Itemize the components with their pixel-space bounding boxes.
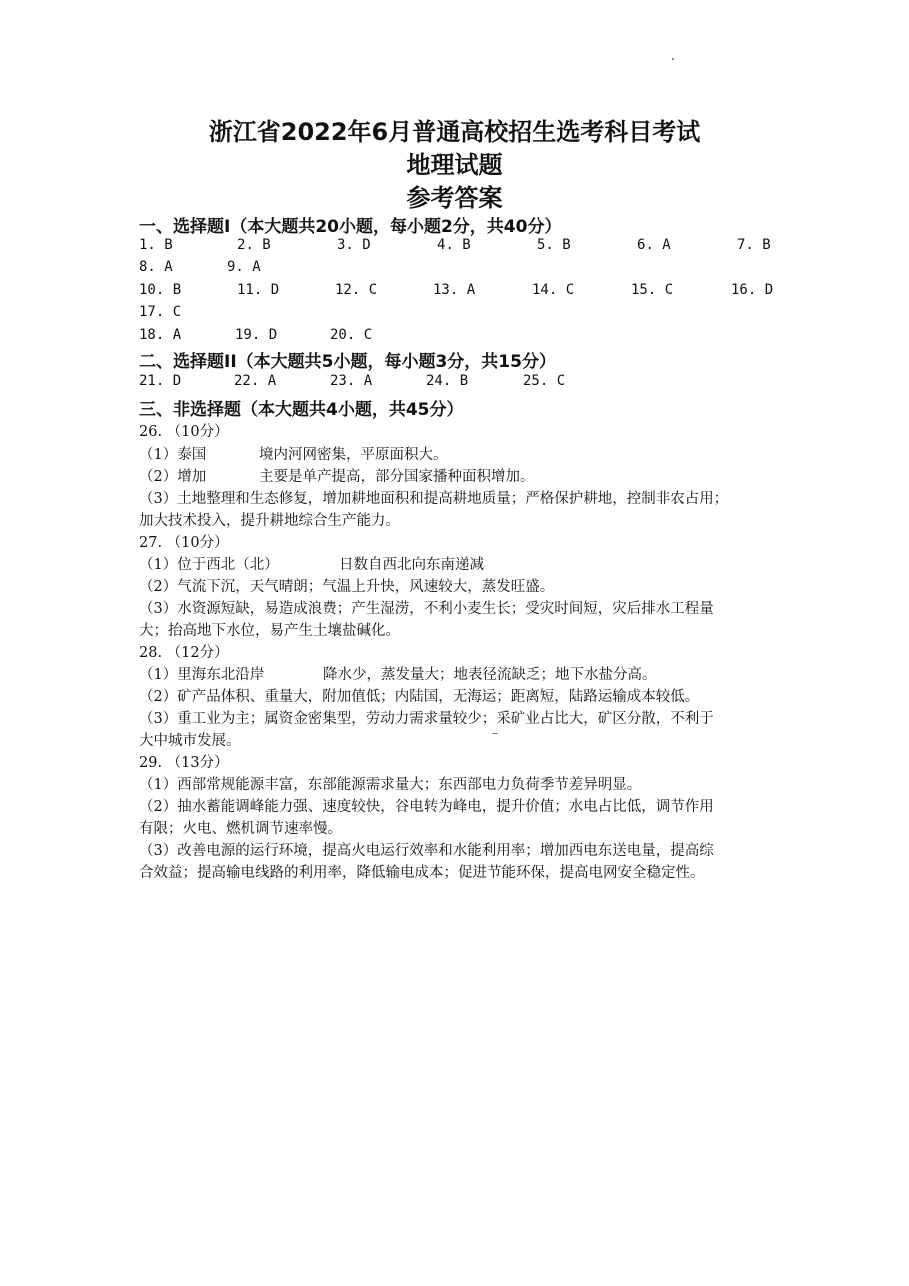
q28-part2: （2）矿产品体积、重量大，附加值低；内陆国，无海运；距离短，陆路运输成本较低。: [139, 689, 700, 705]
exam-title: 浙江省2022年6月普通高校招生选考科目考试: [208, 118, 701, 146]
answer-18: 18. A: [139, 327, 182, 343]
q26-part2-text: 主要是单产提高，部分国家播种面积增加。: [259, 469, 535, 485]
q27-part3-line2: 大；抬高地下水位，易产生土壤盐碱化。: [139, 623, 400, 639]
q26-part2-label: （2）增加: [139, 469, 207, 485]
q29-part2-line2: 有限；火电、燃机调节速率慢。: [139, 821, 342, 837]
q29-part3-line1: （3）改善电源的运行环境，提高火电运行效率和水能利用率；增加西电东送电量，提高综: [139, 843, 714, 859]
answer-19: 19. D: [235, 327, 278, 343]
answer-11: 11. D: [237, 282, 280, 298]
q27-part1-label: （1）位于西北（北）: [139, 557, 279, 573]
answer-23: 23. A: [330, 373, 373, 389]
answer-key-title: 参考答案: [406, 184, 503, 212]
answer-3: 3. D: [337, 237, 371, 253]
answer-21: 21. D: [139, 373, 182, 389]
page-speck: [672, 58, 674, 60]
q28-part1-label: （1）里海东北沿岸: [139, 667, 265, 683]
answer-7: 7. B: [737, 237, 771, 253]
q27-part2: （2）气流下沉，天气晴朗；气温上升快，风速较大，蒸发旺盛。: [139, 579, 555, 595]
q26-part3-line1: （3）土地整理和生态修复，增加耕地面积和提高耕地质量；严格保护耕地，控制非农占用；: [139, 491, 729, 507]
q29-part3-line2: 合效益；提高输电线路的利用率，降低输电成本；促进节能环保，提高电网安全稳定性。: [139, 865, 705, 881]
q28-part1-text: 降水少，蒸发量大；地表径流缺乏；地下水盐分高。: [323, 667, 657, 683]
answer-16: 16. D: [731, 282, 774, 298]
q26-part1-label: （1）泰国: [139, 447, 207, 463]
answer-4: 4. B: [437, 237, 471, 253]
section2-heading: 二、选择题II（本大题共5小题，每小题3分，共15分）: [139, 352, 556, 372]
q29-part2-line1: （2）抽水蓄能调峰能力强、速度较快，谷电转为峰电，提升价值；水电占比低，调节作用: [139, 799, 714, 815]
stray-mark: [492, 733, 498, 734]
q29-part1: （1）西部常规能源丰富，东部能源需求量大；东西部电力负荷季节差异明显。: [139, 777, 642, 793]
answer-9: 9. A: [227, 259, 261, 275]
q28-heading: 28. （12分）: [139, 645, 229, 661]
answer-25: 25. C: [523, 373, 566, 389]
q29-heading: 29. （13分）: [139, 755, 229, 771]
subject-title: 地理试题: [406, 151, 503, 179]
answer-14: 14. C: [532, 282, 575, 298]
section3-heading: 三、非选择题（本大题共4小题，共45分）: [139, 400, 464, 420]
answer-22: 22. A: [234, 373, 277, 389]
answer-24: 24. B: [426, 373, 469, 389]
answer-2: 2. B: [237, 237, 271, 253]
section1-heading: 一、选择题I（本大题共20小题，每小题2分，共40分）: [139, 217, 562, 237]
answer-8: 8. A: [139, 259, 173, 275]
q28-part3-line1: （3）重工业为主；属资金密集型，劳动力需求量较少；采矿业占比大，矿区分散，不利于: [139, 711, 714, 727]
q28-part3-line2: 大中城市发展。: [139, 733, 241, 749]
answer-13: 13. A: [433, 282, 476, 298]
answer-5: 5. B: [537, 237, 571, 253]
q27-heading: 27. （10分）: [139, 535, 229, 551]
q26-part1-text: 境内河网密集，平原面积大。: [259, 447, 448, 463]
q26-heading: 26. （10分）: [139, 424, 229, 440]
answer-6: 6. A: [637, 237, 671, 253]
q27-part1-text: 日数自西北向东南递减: [339, 557, 484, 573]
answer-1: 1. B: [139, 237, 173, 253]
answer-17: 17. C: [139, 304, 182, 320]
q27-part3-line1: （3）水资源短缺，易造成浪费；产生湿涝，不利小麦生长；受灾时间短，灾后排水工程量: [139, 601, 714, 617]
q26-part3-line2: 加大技术投入，提升耕地综合生产能力。: [139, 513, 400, 529]
answer-15: 15. C: [631, 282, 674, 298]
answer-10: 10. B: [139, 282, 182, 298]
answer-12: 12. C: [335, 282, 378, 298]
answer-20: 20. C: [330, 327, 373, 343]
